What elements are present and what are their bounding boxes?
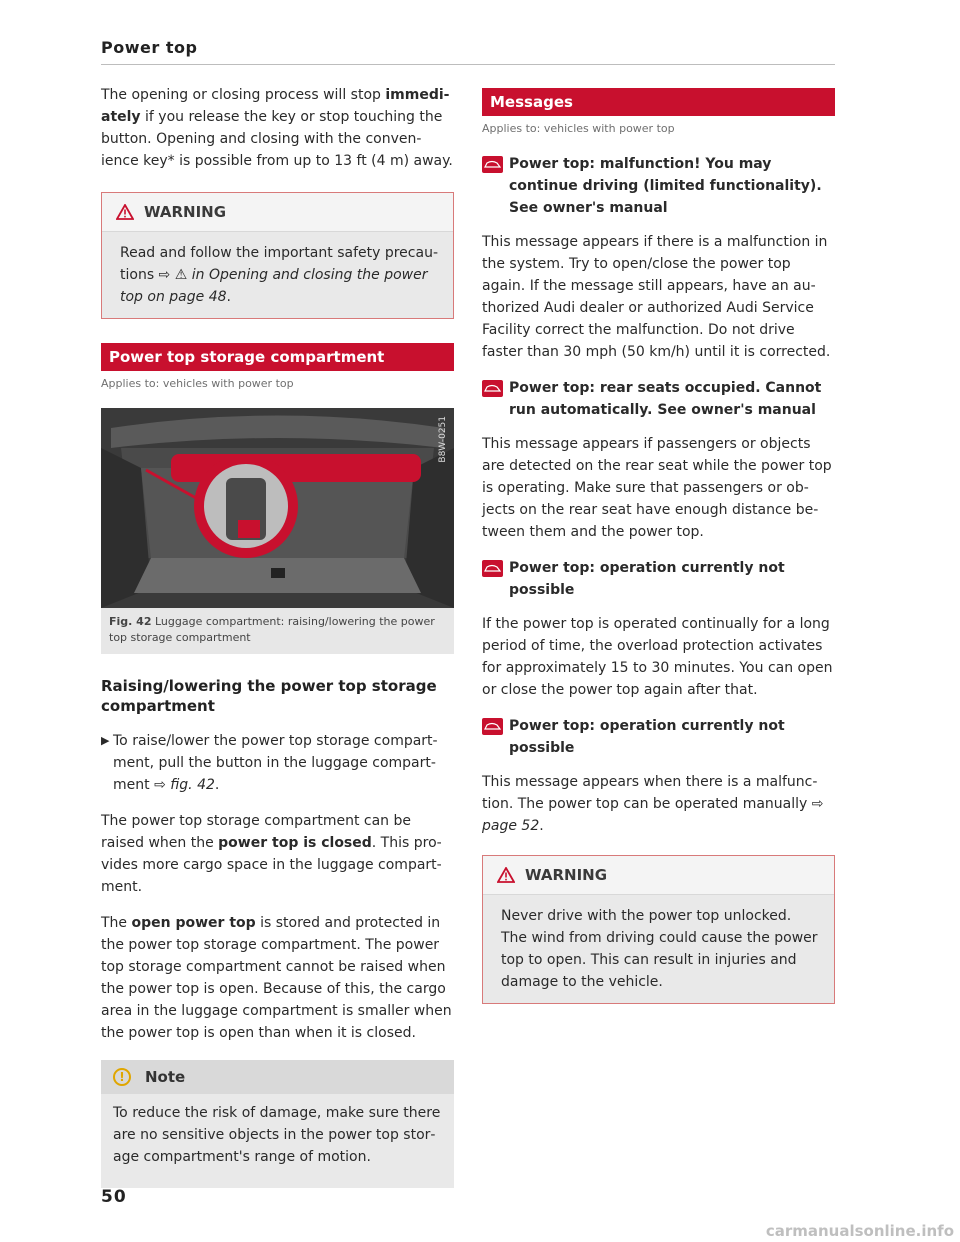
- instruction-step: ▶ To raise/lower the power top storage compartment, pull the button in the luggage compartment ⇨ fig. 42.: [101, 730, 454, 796]
- power-top-car-icon: [482, 380, 503, 397]
- warning-box-right: [482, 855, 835, 1004]
- warning-triangle-icon: [497, 867, 515, 883]
- section-title-storage: Power top storage compartment: [101, 343, 454, 371]
- message-body: This message appears if passengers or objects are detected on the rear seat while the power top is operating. Make sure that passengers or objects on the rear seat have enough distance between them and the power top.: [482, 436, 832, 540]
- page-cross-reference[interactable]: page 52: [482, 818, 540, 834]
- warning-box: [101, 192, 454, 319]
- message-body: If the power top is operated continually for a long period of time, the overload protection activates for approximately 15 to 30 minutes. You can open or close the power top again after that.: [482, 616, 833, 698]
- right-column: [482, 88, 835, 1028]
- luggage-compartment-illustration: [101, 408, 454, 608]
- subheading-raising-lowering: Raising/lowering the power top storage compartment: [101, 677, 437, 715]
- message-title: Power top: malfunction! You may continue driving (limited functionality). See owner's manual: [509, 156, 822, 216]
- message-item: [482, 557, 835, 701]
- power-top-car-icon: [482, 156, 503, 173]
- figure-caption: Fig. 42 Luggage compartment: raising/lowering the power top storage compartment: [101, 608, 454, 654]
- warning-triangle-icon: [116, 204, 134, 220]
- warning-cross-reference[interactable]: in Opening and closing the power top on page 48: [120, 267, 428, 305]
- intro-paragraph: The opening or closing process will stop immediately if you release the key or stop touching the button. Opening and closing with the convenience key* is possible from up to 13 ft (4 m) away.: [101, 87, 453, 169]
- figure-id: B8W-0251: [438, 416, 448, 463]
- applies-note: Applies to: vehicles with power top: [101, 377, 294, 390]
- page-number: 50: [101, 1187, 127, 1207]
- paragraph-open-top: The open power top is stored and protected in the power top storage compartment. The power top storage compartment cannot be raised when the power top is open. Because of this, the cargo area in the luggage compartment is smaller when the power top is open than when it is closed.: [101, 915, 452, 1041]
- figure-cross-reference[interactable]: fig. 42: [170, 777, 215, 793]
- figure-luggage-compartment: [101, 408, 454, 608]
- power-top-car-icon: [482, 560, 503, 577]
- page-header-title: Power top: [101, 38, 198, 57]
- note-exclamation-icon: !: [113, 1068, 131, 1086]
- message-title: Power top: rear seats occupied. Cannot run automatically. See owner's manual: [509, 380, 822, 418]
- note-title: Note: [145, 1068, 186, 1086]
- note-text: To reduce the risk of damage, make sure there are no sensitive objects in the power top storage compartment's range of motion.: [113, 1105, 441, 1165]
- message-item: [482, 153, 835, 363]
- warning-text: Never drive with the power top unlocked. The wind from driving could cause the power top to open. This can result in injuries and damage to the vehicle.: [501, 908, 818, 990]
- message-title: Power top: operation currently not possible: [509, 718, 785, 756]
- paragraph-cargo-space: The power top storage compartment can be raised when the power top is closed. This provides more cargo space in the luggage compartment.: [101, 813, 442, 895]
- section-title-messages: Messages: [482, 88, 835, 116]
- message-body: This message appears when there is a malfunction. The power top can be operated manually ⇨ page 52.: [482, 774, 824, 834]
- warning-text: Read and follow the important safety precautions ⇨ ⚠ in Opening and closing the power top on page 48.: [120, 245, 438, 305]
- message-item: [482, 377, 835, 543]
- left-column: [101, 84, 454, 1188]
- message-title: Power top: operation currently not possible: [509, 560, 785, 598]
- power-top-car-icon: [482, 718, 503, 735]
- warning-title: WARNING: [525, 866, 608, 884]
- step-arrow-icon: ▶: [101, 734, 110, 747]
- header-divider: [101, 64, 835, 65]
- message-body: This message appears if there is a malfunction in the system. Try to open/close the power top again. If the message still appears, have an authorized Audi dealer or authorized Audi Service Facility correct the malfunction. Do not drive faster than 30 mph (50 km/h) until it is corrected.: [482, 234, 831, 360]
- applies-note-messages: Applies to: vehicles with power top: [482, 122, 675, 135]
- watermark: carmanualsonline.info: [765, 1222, 954, 1240]
- message-item: [482, 715, 835, 837]
- warning-title: WARNING: [144, 203, 227, 221]
- note-box: [101, 1060, 454, 1188]
